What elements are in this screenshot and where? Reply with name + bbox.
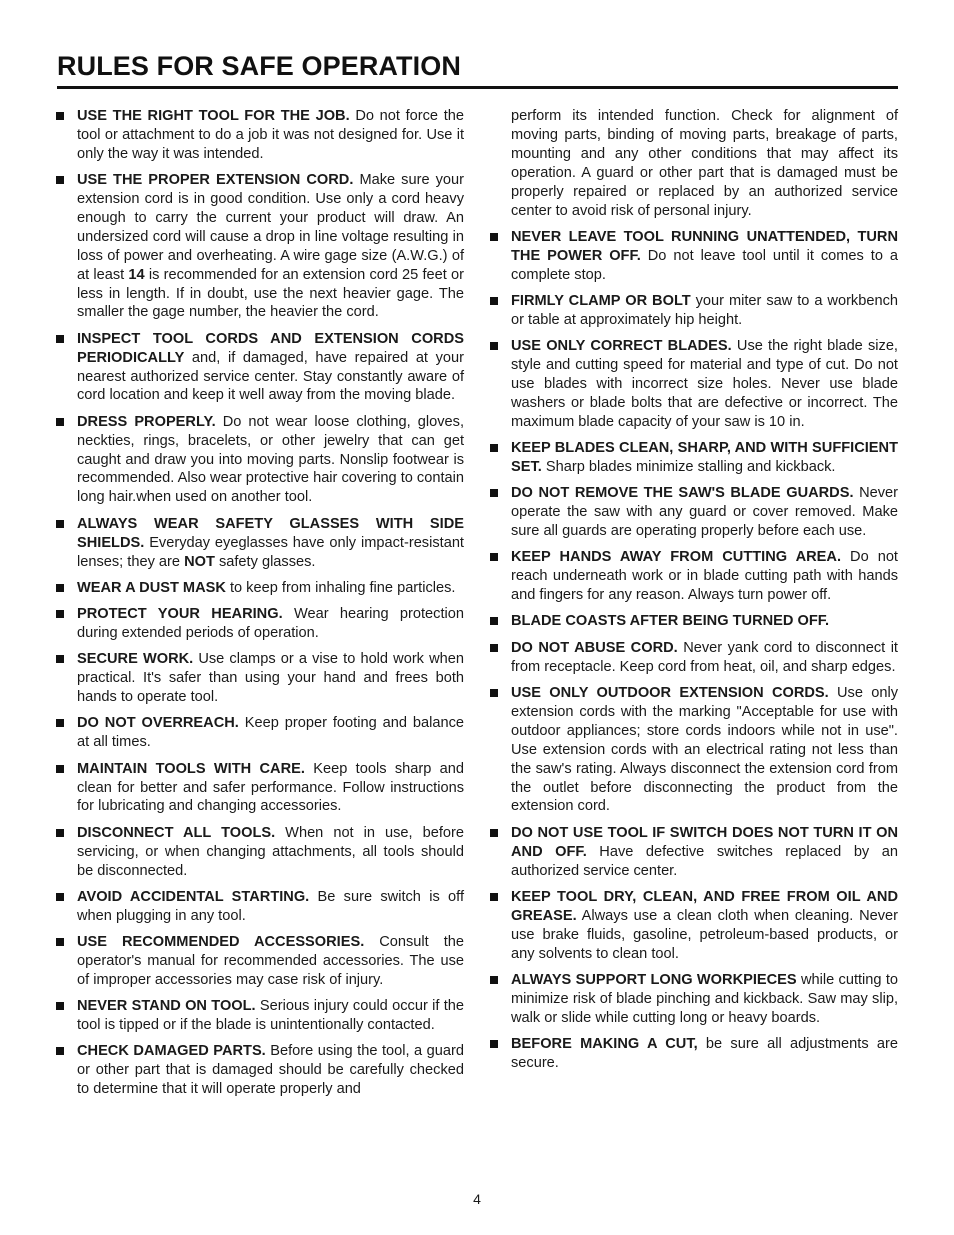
square-bullet-icon — [56, 418, 64, 426]
rule-text: safety glasses. — [214, 553, 316, 570]
rule-text: to keep from inhaling fine particles. — [225, 579, 456, 596]
rule-heading: KEEP TOOL DRY, CLEAN, AND FREE FROM OIL AND GREASE. — [511, 888, 898, 924]
rule-heading: SECURE WORK. — [77, 651, 194, 668]
rule-text: Before using the tool, a guard or other part that is damaged should be carefully checked to determine that it will operate properly and — [77, 1043, 464, 1098]
safety-rule-item — [55, 413, 464, 508]
title-underline — [57, 86, 898, 89]
safety-rule-item — [55, 933, 464, 990]
square-bullet-icon — [490, 1040, 498, 1048]
square-bullet-icon — [56, 520, 64, 528]
safety-rule-item — [489, 439, 898, 477]
square-bullet-icon — [56, 938, 64, 946]
square-bullet-icon — [56, 176, 64, 184]
rule-heading: USE THE PROPER EXTENSION CORD. — [77, 172, 354, 189]
rule-emphasis: NOT — [184, 553, 215, 570]
right-column — [489, 107, 898, 1080]
rule-text: is recommended for an extension cord 25 feet or less in length. If in doubt, use the next heavier gage. The smaller the gage number, the heavier the cord. — [77, 266, 465, 321]
square-bullet-icon — [490, 976, 498, 984]
safety-rule-item — [489, 971, 898, 1028]
continued-paragraph — [489, 107, 898, 220]
rule-text: Everyday eyeglasses have only impact-resistant lenses; they are — [77, 534, 464, 570]
rule-heading: KEEP HANDS AWAY FROM CUTTING AREA. — [511, 549, 841, 566]
left-column — [55, 107, 464, 1106]
page-title: RULES FOR SAFE OPERATION — [57, 51, 461, 81]
rule-heading: ALWAYS SUPPORT LONG WORKPIECES — [511, 971, 797, 988]
safety-rule-item — [489, 888, 898, 964]
rule-text: Serious injury could occur if the tool is tipped or if the blade is unintentionally contacted. — [77, 998, 465, 1034]
square-bullet-icon — [56, 765, 64, 773]
rule-text: Keep tools sharp and clean for better and safer performance. Follow instructions for lubricating and changing accessories. — [77, 760, 465, 815]
rule-heading: DO NOT REMOVE THE SAW'S BLADE GUARDS. — [511, 485, 854, 502]
rule-heading: DO NOT ABUSE CORD. — [511, 639, 678, 656]
rule-heading: DISCONNECT ALL TOOLS. — [77, 824, 276, 841]
rule-heading: DO NOT OVERREACH. — [77, 715, 239, 732]
rule-text: be sure all adjustments are secure. — [511, 1035, 898, 1071]
rule-text: Use only extension cords with the marking "Acceptable for use with outdoor appliances; store cords indoors while not in use". Use extension cords with an electrical rating not less than the saw's rating. Always disconnect the extension cord from the outlet before disconnecting the product from the extension cord. — [511, 684, 898, 815]
rule-heading: DRESS PROPERLY. — [77, 413, 216, 430]
rule-heading: USE THE RIGHT TOOL FOR THE JOB. — [77, 108, 350, 124]
rule-text: Use clamps or a vise to hold work when practical. It's safer than using your hand and frees both hands to operate tool. — [77, 651, 464, 706]
safety-rule-item — [489, 824, 898, 881]
rule-heading: WEAR A DUST MASK — [77, 579, 226, 596]
rule-text: Make sure your extension cord is in good condition. Use only a cord heavy enough to carry the current your product will draw. An undersized cord will cause a drop in line voltage resulting in loss of power and overheating. A wire gage size (A.W.G.) of at least — [77, 172, 464, 283]
square-bullet-icon — [490, 829, 498, 837]
safety-rule-item — [55, 888, 464, 926]
rule-text: Have defective switches replaced by an authorized service center. — [511, 843, 898, 879]
rule-heading: KEEP BLADES CLEAN, SHARP, AND WITH SUFFICIENT SET. — [511, 440, 898, 475]
rule-text: Do not leave tool until it comes to a complete stop. — [511, 247, 898, 283]
continued-text: perform its intended function. Check for alignment of moving parts, binding of moving parts, breakage of parts, mounting and any other conditions that may affect its operation. A guard or other part that is damaged must be properly repaired or replaced by an authorized service center to avoid risk of personal injury. — [511, 108, 898, 219]
rule-heading: NEVER LEAVE TOOL RUNNING UNATTENDED, TURN THE POWER OFF. — [511, 228, 898, 264]
safety-rule-item — [55, 714, 464, 752]
safety-rule-item — [489, 1035, 898, 1073]
rule-heading: MAINTAIN TOOLS WITH CARE. — [77, 760, 305, 777]
rule-heading: USE RECOMMENDED ACCESSORIES. — [77, 934, 365, 951]
rule-heading: FIRMLY CLAMP OR BOLT — [511, 292, 691, 309]
rule-text: your miter saw to a workbench or table at approximately hip height. — [511, 292, 898, 328]
rule-text: Use the right blade size, style and cutting speed for material and type of cut. Do not use blades with incorrect size holes. Never use blade washers or blade bolts that are defective or incorrect. The maximum blade capacity of your saw is 10 in. — [511, 338, 898, 430]
page-number: 4 — [473, 1191, 481, 1207]
safety-rule-item — [55, 650, 464, 707]
square-bullet-icon — [56, 610, 64, 618]
square-bullet-icon — [490, 444, 498, 452]
safety-rule-item — [55, 515, 464, 572]
square-bullet-icon — [56, 893, 64, 901]
square-bullet-icon — [490, 297, 498, 305]
safety-rule-item — [489, 484, 898, 541]
square-bullet-icon — [56, 335, 64, 343]
safety-rule-item — [55, 605, 464, 643]
rule-text: When not in use, before servicing, or when changing attachments, all tools should be disconnected. — [77, 824, 464, 879]
rule-heading: DO NOT USE TOOL IF SWITCH DOES NOT TURN IT ON AND OFF. — [511, 824, 898, 860]
rule-text: Consult the operator's manual for recommended accessories. The use of improper accessories may case risk of injury. — [77, 934, 464, 988]
rule-text: Be sure switch is off when plugging in any tool. — [77, 888, 465, 924]
square-bullet-icon — [490, 617, 498, 625]
rule-heading: BLADE COASTS AFTER BEING TURNED OFF. — [511, 613, 830, 630]
square-bullet-icon — [56, 719, 64, 727]
safety-rule-item — [489, 548, 898, 605]
rule-text: Wear hearing protection during extended periods of operation. — [77, 606, 464, 641]
safety-rule-item — [489, 612, 898, 631]
square-bullet-icon — [56, 1002, 64, 1010]
rule-emphasis: 14 — [128, 266, 145, 283]
safety-rule-item — [55, 330, 464, 406]
rule-heading: USE ONLY OUTDOOR EXTENSION CORDS. — [511, 684, 829, 701]
square-bullet-icon — [490, 233, 498, 241]
square-bullet-icon — [56, 1047, 64, 1055]
rule-heading: INSPECT TOOL CORDS AND EXTENSION CORDS PERIODICALLY — [77, 330, 464, 366]
rule-text: while cutting to minimize risk of blade pinching and kickback. Saw may slip, walk or slide while cutting long or heavy boards. — [511, 971, 899, 1026]
rule-heading: PROTECT YOUR HEARING. — [77, 606, 283, 623]
rule-heading: AVOID ACCIDENTAL STARTING. — [77, 888, 310, 905]
square-bullet-icon — [490, 689, 498, 697]
rule-text: Always use a clean cloth when cleaning. Never use brake fluids, gasoline, petroleum-based products, or any solvents to clean tool. — [511, 907, 898, 962]
rule-text: Do not reach underneath work or in blade cutting path with hands and fingers for any reason. Always turn power off. — [511, 549, 898, 604]
rule-heading: NEVER STAND ON TOOL. — [77, 998, 256, 1015]
rule-text: Do not wear loose clothing, gloves, neckties, rings, bracelets, or other jewelry that can get caught and draw you into moving parts. Nonslip footwear is recommended. Also wear protective hair covering to contain long hair.when used on another tool. — [77, 413, 464, 506]
safety-rule-item — [489, 639, 898, 677]
safety-rule-item — [489, 337, 898, 432]
safety-rule-item — [55, 579, 464, 598]
safety-rule-item — [55, 1042, 464, 1099]
square-bullet-icon — [490, 489, 498, 497]
square-bullet-icon — [56, 829, 64, 837]
rule-heading: USE ONLY CORRECT BLADES. — [511, 338, 732, 355]
rule-heading: ALWAYS WEAR SAFETY GLASSES WITH SIDE SHIELDS. — [77, 515, 464, 551]
square-bullet-icon — [56, 584, 64, 592]
rule-text: Never operate the saw with any guard or cover removed. Make sure all guards are operating properly before each use. — [511, 485, 899, 540]
rule-heading: CHECK DAMAGED PARTS. — [77, 1043, 266, 1060]
rule-text: Never yank cord to disconnect it from receptacle. Keep cord from heat, oil, and sharp edges. — [511, 639, 898, 675]
square-bullet-icon — [490, 644, 498, 652]
safety-rule-item — [55, 824, 464, 881]
rule-heading: BEFORE MAKING A CUT, — [511, 1035, 698, 1052]
safety-rule-item — [55, 171, 464, 322]
safety-rule-item — [489, 228, 898, 285]
square-bullet-icon — [56, 112, 64, 120]
square-bullet-icon — [490, 342, 498, 350]
square-bullet-icon — [56, 655, 64, 663]
rule-text: and, if damaged, have repaired at your nearest authorized service center. Stay constantly aware of cord location and keep it well away from the moving blade. — [77, 349, 464, 404]
square-bullet-icon — [490, 553, 498, 561]
rule-text: Keep proper footing and balance at all times. — [77, 715, 465, 751]
rule-text: Sharp blades minimize stalling and kickback. — [541, 458, 836, 475]
square-bullet-icon — [490, 893, 498, 901]
rule-text: Do not force the tool or attachment to do a job it was not designed for. Use it only the way it was intended. — [77, 108, 464, 162]
safety-rule-item — [55, 107, 464, 164]
safety-rule-item — [55, 997, 464, 1035]
safety-rule-item — [489, 292, 898, 330]
safety-rule-item — [489, 684, 898, 816]
safety-rule-item — [55, 760, 464, 817]
